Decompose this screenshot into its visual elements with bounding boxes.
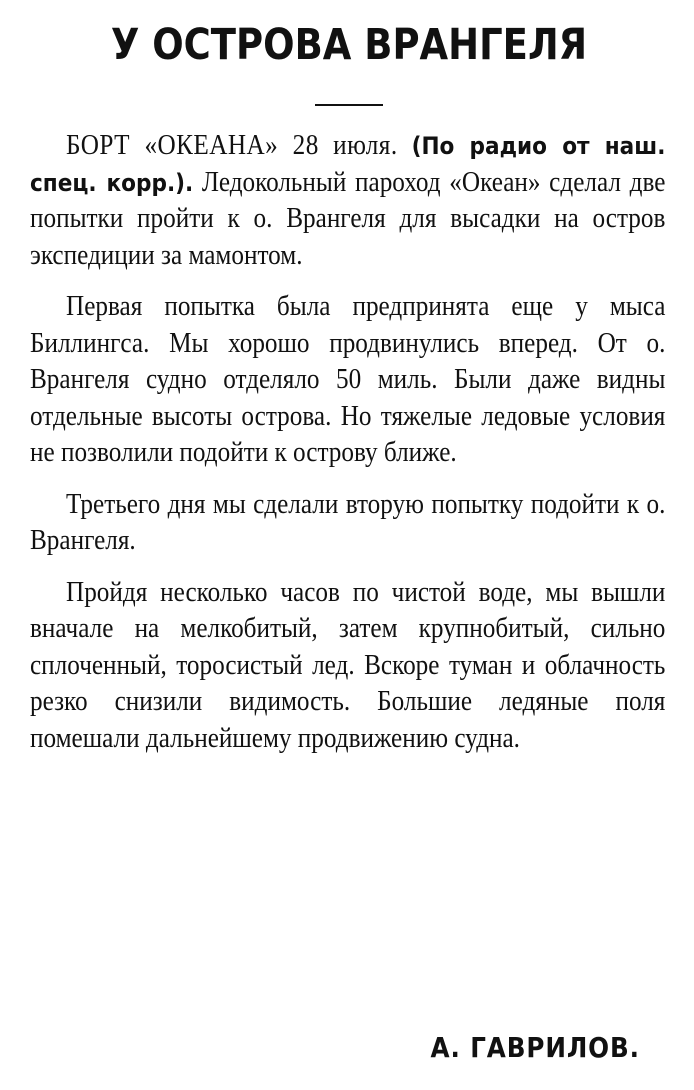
paragraph-4-text: Пройдя несколько часов по чистой воде, мы вышли вначале на мелкобитый, затем крупнобитый, сильно сплоченный, торосистый лед. Вскоре туман и облачность резко снизили видимость. Большие ледяные поля помешали дальнейшему продвижению судна. <box>30 576 666 754</box>
article-paragraph-1 <box>30 128 665 274</box>
article-paragraph-2 <box>30 289 665 472</box>
paragraph-3-text: Третьего дня мы сделали вторую попытку подойти к о. Врангеля. <box>30 488 666 556</box>
dateline: БОРТ «ОКЕАНА» 28 июля. <box>66 130 398 161</box>
article-paragraph-3 <box>30 487 665 560</box>
headline-divider <box>315 104 383 106</box>
headline: У ОСТРОВА ВРАНГЕЛЯ <box>110 20 588 70</box>
source-note: (По радио от наш. спец. корр.). <box>30 132 666 197</box>
paragraph-1-text: Ледокольный пароход «Океан» сделал две попытки пройти к о. Врангеля для высадки на остров экспедиции за мамонтом. <box>30 166 666 271</box>
paragraph-2-text: Первая попытка была предпринята еще у мыса Биллингса. Мы хорошо продвинулись вперед. От о. Врангеля судно отделяло 50 миль. Были даже видны отдельные высоты острова. Но тяжелые ледовые условия не позволили подойти к острову ближе. <box>30 291 666 468</box>
article-body <box>30 128 665 757</box>
article-paragraph-4 <box>30 575 665 758</box>
author-signature: А. ГАВРИЛОВ. <box>430 1031 640 1064</box>
